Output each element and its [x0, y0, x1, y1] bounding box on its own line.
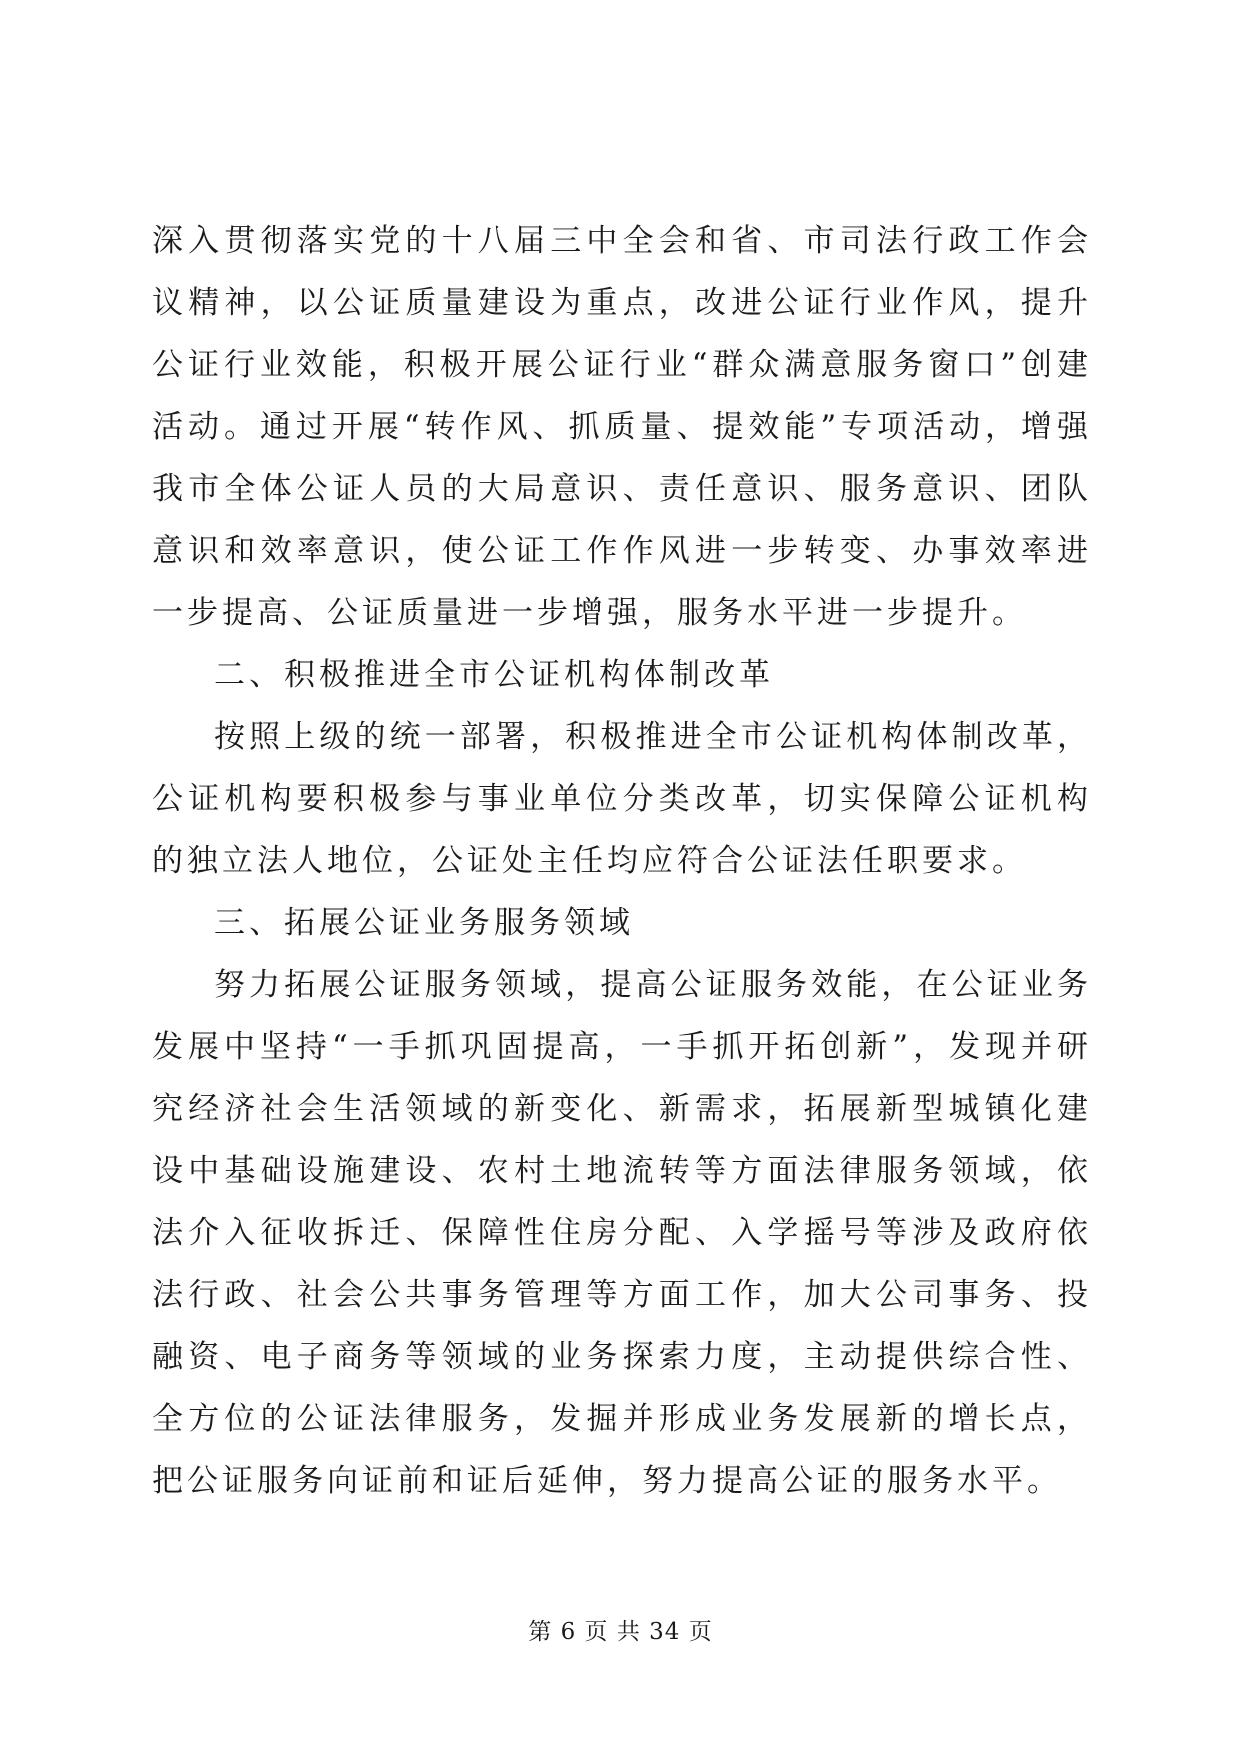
section-heading-3: 三、拓展公证业务服务领域	[214, 905, 634, 941]
paragraph-section-2: 按照上级的统一部署，积极推进全市公证机构体制改革，公证机构要积极参与事业单位分类改革，切实保障公证机构的独立法人地位，公证处主任均应符合公证法任职要求。	[152, 719, 1092, 879]
section-heading-2: 二、积极推进全市公证机构体制改革	[214, 657, 774, 693]
document-body	[152, 210, 1092, 1512]
paragraph-section-3: 努力拓展公证服务领域，提高公证服务效能，在公证业务发展中坚持“一手抓巩固提高，一手抓开拓创新”，发现并研究经济社会生活领域的新变化、新需求，拓展新型城镇化建设中基础设施建设、农村土地流转等方面法律服务领域，依法介入征收拆迁、保障性住房分配、入学摇号等涉及政府依法行政、社会公共事务管理等方面工作，加大公司事务、投融资、电子商务等领域的业务探索力度，主动提供综合性、全方位的公证法律服务，发掘并形成业务发展新的增长点，把公证服务向证前和证后延伸，努力提高公证的服务水平。	[152, 967, 1092, 1499]
paragraph-intro: 深入贯彻落实党的十八届三中全会和省、市司法行政工作会议精神，以公证质量建设为重点，改进公证行业作风，提升公证行业效能，积极开展公证行业“群众满意服务窗口”创建活动。通过开展“转作风、抓质量、提效能”专项活动，增强我市全体公证人员的大局意识、责任意识、服务意识、团队意识和效率意识，使公证工作作风进一步转变、办事效率进一步提高、公证质量进一步增强，服务水平进一步提升。	[152, 223, 1092, 631]
page-number-footer: 第 6 页 共 34 页	[528, 1619, 713, 1645]
